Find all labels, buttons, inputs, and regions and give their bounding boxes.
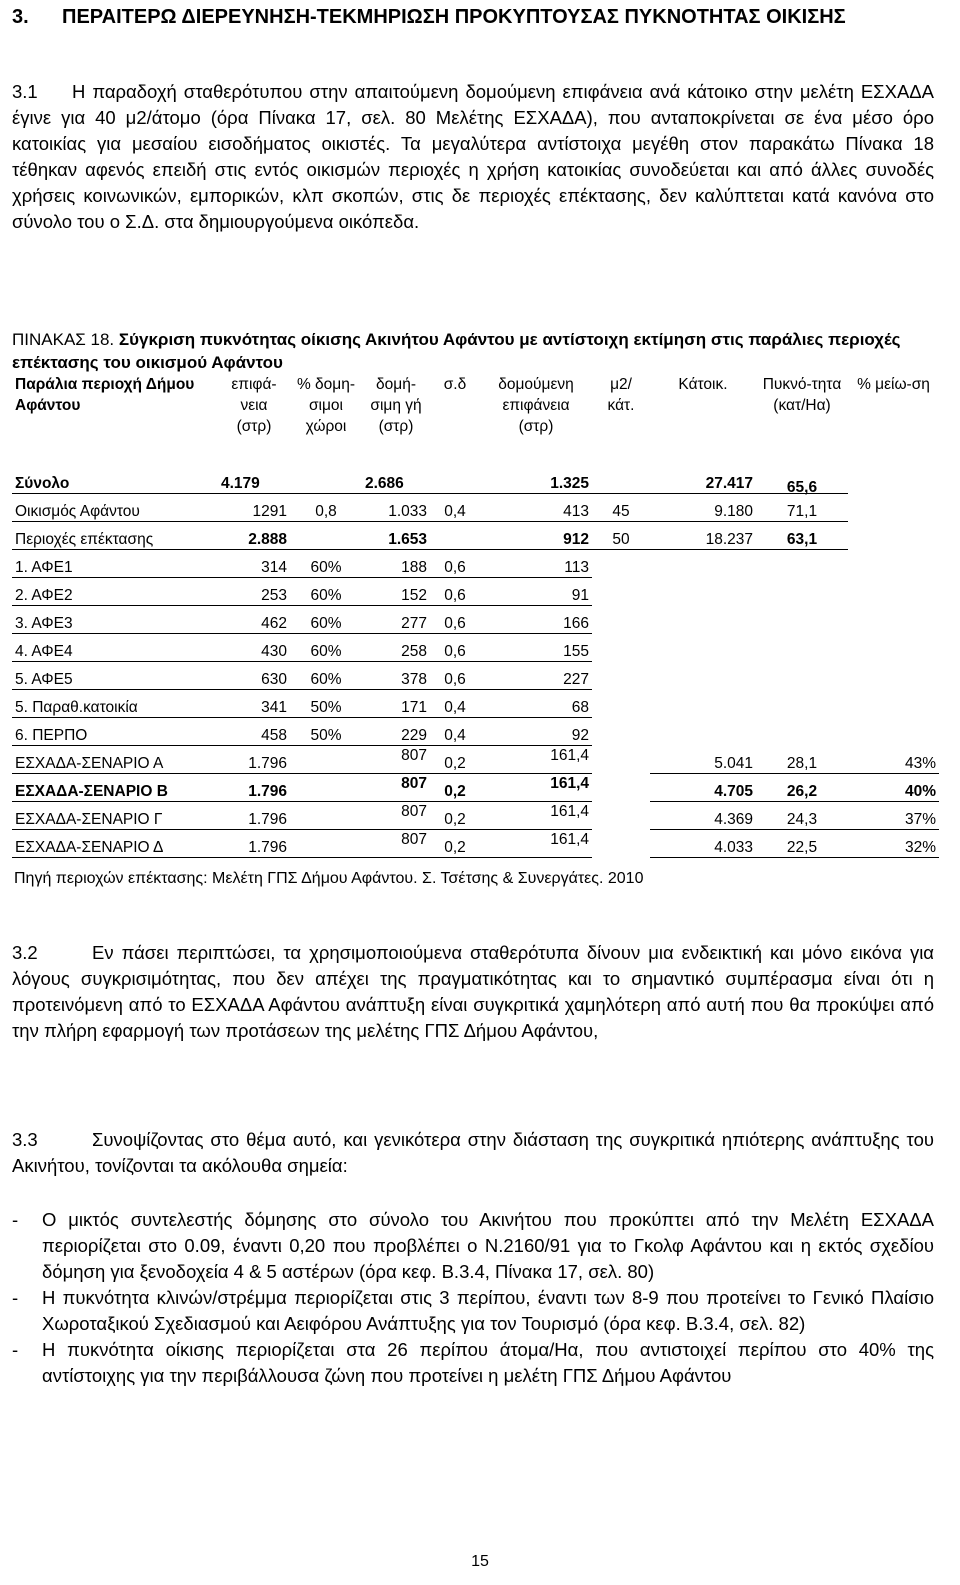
cell-value: 26,2 <box>786 783 818 800</box>
cell-area <box>12 718 218 746</box>
cell-built-pct <box>290 830 362 858</box>
header-surface: επιφά-νεια (στρ) <box>231 376 277 435</box>
cell-value: 807 <box>401 747 427 764</box>
table-row <box>12 774 939 802</box>
cell-value: 1.796 <box>248 839 287 856</box>
cell-built-pct <box>290 690 362 718</box>
table-row <box>12 578 939 606</box>
cell-floor-area <box>480 550 592 578</box>
header-sd: σ.δ <box>443 376 467 393</box>
cell-residents <box>650 494 756 522</box>
cell-value: 171 <box>401 699 427 716</box>
cell-value: 188 <box>401 559 427 576</box>
cell-reduction <box>848 662 939 690</box>
cell-surface <box>218 606 290 634</box>
cell-value: 0,6 <box>444 559 466 576</box>
cell-residents <box>650 662 756 690</box>
bullet-dash: - <box>12 1287 19 1308</box>
table-caption <box>12 328 937 374</box>
cell-value: 5.041 <box>714 755 753 772</box>
cell-buildable <box>362 494 430 522</box>
total-residents: 27.417 <box>650 466 756 494</box>
cell-floor-area <box>480 746 592 774</box>
cell-floor-area <box>480 774 592 802</box>
cell-value: Περιοχές επέκτασης <box>15 531 154 548</box>
cell-sd <box>430 550 480 578</box>
cell-surface <box>218 634 290 662</box>
cell-buildable <box>362 606 430 634</box>
cell-value: 155 <box>563 643 589 660</box>
cell-value: 0,6 <box>444 587 466 604</box>
paragraph-number: 3.3 <box>12 1129 38 1150</box>
cell-sd <box>430 662 480 690</box>
cell-value: 277 <box>401 615 427 632</box>
cell-surface <box>218 522 290 550</box>
cell-value: 40% <box>904 783 936 800</box>
cell-value: 1.796 <box>248 755 287 772</box>
cell-built-pct <box>290 802 362 830</box>
cell-area <box>12 830 218 858</box>
header-residents: Κάτοικ. <box>678 376 728 393</box>
bullet-item <box>12 1207 934 1285</box>
density-comparison-table <box>12 372 939 858</box>
cell-reduction <box>848 578 939 606</box>
table-row <box>12 494 939 522</box>
cell-density <box>756 718 848 746</box>
cell-value: 4. ΑΦΕ4 <box>15 643 73 660</box>
cell-buildable <box>362 746 430 774</box>
total-reduction-empty <box>848 466 939 494</box>
table-row <box>12 550 939 578</box>
cell-value: 1.796 <box>248 783 287 800</box>
cell-value: 4.369 <box>714 811 753 828</box>
cell-value: 60% <box>310 643 342 660</box>
cell-built-pct <box>290 746 362 774</box>
cell-density <box>756 634 848 662</box>
total-label: Σύνολο <box>12 466 218 494</box>
cell-value: 0,2 <box>444 755 466 772</box>
cell-area <box>12 634 218 662</box>
cell-residents <box>650 690 756 718</box>
cell-value: 50 <box>612 531 630 548</box>
cell-value: 60% <box>310 671 342 688</box>
table-row <box>12 802 939 830</box>
paragraph-3-1 <box>12 79 934 235</box>
cell-built-pct <box>290 522 362 550</box>
cell-area <box>12 550 218 578</box>
cell-residents <box>650 718 756 746</box>
cell-value: 71,1 <box>786 503 818 520</box>
cell-floor-area <box>480 802 592 830</box>
bullet-text: Η πυκνότητα κλινών/στρέμμα περιορίζεται στις 3 περίπου, έναντι των 8-9 που προτείνει το Γενικό Πλαίσιο Χωροταξικού Σχεδιασμού και Αειφόρου Ανάπτυξης για τον Τουρισμό (όρα κεφ. Β.3.4, σελ. 82) <box>42 1287 934 1334</box>
cell-floor-area <box>480 830 592 858</box>
cell-residents <box>650 522 756 550</box>
cell-value: 45 <box>612 503 630 520</box>
header-reduction: % μείω-ση <box>857 376 930 393</box>
cell-value: 314 <box>261 559 287 576</box>
cell-reduction <box>848 746 939 774</box>
cell-residents <box>650 606 756 634</box>
paragraph-3-2 <box>12 940 934 1044</box>
cell-surface <box>218 690 290 718</box>
cell-buildable <box>362 830 430 858</box>
bullet-item <box>12 1337 934 1389</box>
cell-surface <box>218 578 290 606</box>
cell-floor-area <box>480 634 592 662</box>
cell-m2-per <box>592 522 650 550</box>
total-density-value: 65,6 <box>786 479 818 496</box>
cell-value: 630 <box>261 671 287 688</box>
cell-residents <box>650 578 756 606</box>
table-caption-text: Σύγκριση πυκνότητας οίκισης Ακινήτου Αφάντου με αντίστοιχη εκτίμηση στις παράλιες περιοχές επέκτασης του οικισμού Αφάντου <box>12 330 901 372</box>
cell-floor-area <box>480 606 592 634</box>
cell-sd <box>430 746 480 774</box>
table-header-row <box>12 372 939 466</box>
cell-value: 5. Παραθ.κατοικία <box>15 699 138 716</box>
cell-buildable <box>362 578 430 606</box>
cell-value: 6. ΠΕΡΠΟ <box>15 727 88 744</box>
cell-value: 0,4 <box>444 699 466 716</box>
cell-built-pct <box>290 718 362 746</box>
cell-built-pct <box>290 578 362 606</box>
cell-value: 5. ΑΦΕ5 <box>15 671 73 688</box>
cell-value: 50% <box>310 699 342 716</box>
paragraph-text: Η παραδοχή σταθερότυπου στην απαιτούμενη δομούμενη επιφάνεια ανά κάτοικο στην μελέτη ΕΣΧΑΔΑ έγινε για 40 μ2/άτομο (όρα Πίνακα 17, σελ. 80 Μελέτης ΕΣΧΑΔΑ), που ανταποκρίνεται σε ένα μέσο όρο κατοικίας για μεσαίου εισοδήματος οικιστές. Τα μεγαλύτερα αντίστοιχα μεγέθη στον παρακάτω Πίνακα 18 τέθηκαν αφενός επειδή στις εντός οικισμών περιοχές η χρήση κατοικίας συνοδεύεται και από άλλες συνοδές χρήσεις κοινωνικών, εμπορικών, κλπ σκοπών, στις δε περιοχές επέκτασης, δεν καλύπτεται κατά κανόνα στο σύνολο του ο Σ.Δ. στα δημιουργούμενα οικόπεδα. <box>12 81 934 232</box>
cell-m2-per <box>592 690 650 718</box>
cell-value: 2. ΑΦΕ2 <box>15 587 73 604</box>
cell-m2-per <box>592 718 650 746</box>
cell-density <box>756 494 848 522</box>
paragraph-number: 3.2 <box>12 942 38 963</box>
cell-floor-area <box>480 578 592 606</box>
cell-floor-area <box>480 494 592 522</box>
cell-residents <box>650 550 756 578</box>
cell-m2-per <box>592 774 650 802</box>
cell-floor-area <box>480 718 592 746</box>
cell-reduction <box>848 634 939 662</box>
cell-surface <box>218 830 290 858</box>
cell-sd <box>430 690 480 718</box>
table-row <box>12 634 939 662</box>
cell-m2-per <box>592 634 650 662</box>
cell-value: 92 <box>571 727 589 744</box>
cell-surface <box>218 550 290 578</box>
cell-reduction <box>848 550 939 578</box>
cell-buildable <box>362 774 430 802</box>
cell-value: 258 <box>401 643 427 660</box>
cell-value: 22,5 <box>786 839 818 856</box>
cell-value: 161,4 <box>550 747 589 764</box>
cell-value: 1. ΑΦΕ1 <box>15 559 73 576</box>
cell-value: ΕΣΧΑΔΑ-ΣΕΝΑΡΙΟ Δ <box>15 839 164 856</box>
table-total-row <box>12 466 939 494</box>
cell-value: 253 <box>261 587 287 604</box>
cell-m2-per <box>592 606 650 634</box>
header-buildable: δομή-σιμη γή (στρ) <box>370 376 422 435</box>
cell-value: 161,4 <box>550 803 589 820</box>
cell-value: 32% <box>904 839 936 856</box>
cell-sd <box>430 718 480 746</box>
cell-m2-per <box>592 802 650 830</box>
cell-density <box>756 774 848 802</box>
total-floor-area: 1.325 <box>480 466 592 494</box>
bullet-dash: - <box>12 1339 19 1360</box>
cell-value: 912 <box>563 531 589 548</box>
cell-reduction <box>848 830 939 858</box>
cell-value: 63,1 <box>786 531 818 548</box>
cell-value: 0,4 <box>444 727 466 744</box>
cell-value: 60% <box>310 587 342 604</box>
cell-floor-area <box>480 662 592 690</box>
cell-area <box>12 494 218 522</box>
paragraph-3-3 <box>12 1127 934 1179</box>
cell-area <box>12 746 218 774</box>
cell-value: 2.888 <box>248 531 287 548</box>
cell-floor-area <box>480 690 592 718</box>
cell-residents <box>650 830 756 858</box>
cell-value: 161,4 <box>550 831 589 848</box>
cell-value: 166 <box>563 615 589 632</box>
cell-floor-area <box>480 522 592 550</box>
table-row <box>12 830 939 858</box>
cell-area <box>12 690 218 718</box>
cell-sd <box>430 830 480 858</box>
cell-buildable <box>362 718 430 746</box>
cell-sd <box>430 578 480 606</box>
cell-density <box>756 746 848 774</box>
cell-value: 43% <box>904 755 936 772</box>
cell-value: 37% <box>904 811 936 828</box>
cell-value: 60% <box>310 615 342 632</box>
cell-value: 807 <box>401 775 427 792</box>
total-buildable: 2.686 <box>362 466 430 494</box>
cell-value: 18.237 <box>705 531 753 548</box>
cell-sd <box>430 802 480 830</box>
cell-surface <box>218 662 290 690</box>
table-caption-label: ΠΙΝΑΚΑΣ 18. <box>12 330 115 349</box>
section-heading <box>12 4 932 30</box>
cell-reduction <box>848 522 939 550</box>
paragraph-text: Συνοψίζοντας στο θέμα αυτό, και γενικότερα στην διάσταση της συγκριτικά ηπιότερης ανάπτυξης του Ακινήτου, τονίζονται τα ακόλουθα σημεία: <box>12 1129 934 1176</box>
table-row <box>12 746 939 774</box>
cell-built-pct <box>290 774 362 802</box>
header-density: Πυκνό-τητα (κατ/Ηα) <box>762 376 842 414</box>
cell-area <box>12 606 218 634</box>
total-density <box>756 466 848 494</box>
cell-value: 161,4 <box>550 775 589 792</box>
header-built-pct: % δομη-σιμοι χώροι <box>296 376 356 435</box>
cell-buildable <box>362 662 430 690</box>
cell-value: 229 <box>401 727 427 744</box>
cell-value: 807 <box>401 831 427 848</box>
cell-value: ΕΣΧΑΔΑ-ΣΕΝΑΡΙΟ Γ <box>15 811 163 828</box>
cell-built-pct <box>290 662 362 690</box>
cell-value: 430 <box>261 643 287 660</box>
cell-value: 227 <box>563 671 589 688</box>
table-row <box>12 718 939 746</box>
cell-sd <box>430 634 480 662</box>
cell-sd <box>430 606 480 634</box>
cell-value: 60% <box>310 559 342 576</box>
bullet-text: Ο μικτός συντελεστής δόμησης στο σύνολο του Ακινήτου που προκύπτει από την Μελέτη ΕΣΧΑΔΑ περιορίζεται στο 0.09, έναντι 0,20 που προβλέπει ο Ν.2160/91 για το Γκολφ Αφάντου και η εκτός σχεδίου δόμηση για ξενοδοχεία 4 & 5 αστέρων (όρα κεφ. Β.3.4, Πίνακα 17, σελ. 80) <box>42 1209 934 1282</box>
header-area: Παράλια περιοχή Δήμου Αφάντου <box>15 376 195 414</box>
cell-density <box>756 606 848 634</box>
cell-value: ΕΣΧΑΔΑ-ΣΕΝΑΡΙΟ Β <box>15 783 168 800</box>
cell-value: 0,8 <box>315 503 337 520</box>
table-row <box>12 662 939 690</box>
cell-area <box>12 774 218 802</box>
cell-surface <box>218 494 290 522</box>
cell-density <box>756 662 848 690</box>
cell-value: 0,6 <box>444 615 466 632</box>
total-m2-empty <box>592 466 650 494</box>
cell-buildable <box>362 690 430 718</box>
cell-value: 4.705 <box>714 783 753 800</box>
table-row <box>12 690 939 718</box>
cell-value: 807 <box>401 803 427 820</box>
cell-buildable <box>362 550 430 578</box>
cell-built-pct <box>290 494 362 522</box>
cell-built-pct <box>290 550 362 578</box>
cell-built-pct <box>290 606 362 634</box>
paragraph-number: 3.1 <box>12 81 38 102</box>
cell-area <box>12 578 218 606</box>
cell-reduction <box>848 774 939 802</box>
bullet-list <box>12 1207 934 1389</box>
cell-value: 0,2 <box>444 783 466 800</box>
cell-density <box>756 830 848 858</box>
cell-reduction <box>848 606 939 634</box>
cell-area <box>12 662 218 690</box>
paragraph-text: Εν πάσει περιπτώσει, τα χρησιμοποιούμενα σταθερότυπα δίνουν μια ενδεικτική και μόνο εικόνα για λόγους συγκρισιμότητας, που δεν απέχει της πραγματικότητας και το σημαντικό συμπέρασμα είναι ότι η προτεινόμενη από το ΕΣΧΑΔΑ Αφάντου ανάπτυξη είναι συγκριτικά χαμηλότερη από αυτή που θα προκύψει από την πλήρη εφαρμογή των προτάσεων της μελέτης ΓΠΣ Δήμου Αφάντου, <box>12 942 934 1041</box>
cell-sd <box>430 522 480 550</box>
section-title: ΠΕΡΑΙΤΕΡΩ ΔΙΕΡΕΥΝΗΣΗ-ΤΕΚΜΗΡΙΩΣΗ ΠΡΟΚΥΠΤΟΥΣΑΣ ΠΥΚΝΟΤΗΤΑΣ ΟΙΚΙΣΗΣ <box>62 6 846 28</box>
cell-value: 0,6 <box>444 671 466 688</box>
cell-density <box>756 522 848 550</box>
bullet-text: Η πυκνότητα οίκισης περιορίζεται στα 26 περίπου άτομα/Ηα, που αντιστοιχεί περίπου στο 40% της αντίστοιχης για την περιβάλλουσα ζώνη που προτείνει η μελέτη ΓΠΣ Δήμου Αφάντου <box>42 1339 934 1386</box>
cell-density <box>756 690 848 718</box>
cell-reduction <box>848 494 939 522</box>
cell-value: 462 <box>261 615 287 632</box>
cell-value: 1.033 <box>388 503 427 520</box>
cell-residents <box>650 802 756 830</box>
table-source-note: Πηγή περιοχών επέκτασης: Μελέτη ΓΠΣ Δήμου Αφάντου. Σ. Τσέτσης & Συνεργάτες. 2010 <box>14 870 644 887</box>
cell-value: 0,2 <box>444 839 466 856</box>
cell-density <box>756 578 848 606</box>
total-built-pct-empty <box>290 466 362 494</box>
cell-sd <box>430 774 480 802</box>
cell-value: 113 <box>564 559 589 576</box>
cell-m2-per <box>592 662 650 690</box>
cell-buildable <box>362 802 430 830</box>
cell-area <box>12 802 218 830</box>
cell-surface <box>218 802 290 830</box>
total-surface: 4.179 <box>218 466 290 494</box>
cell-value: Οικισμός Αφάντου <box>15 503 140 520</box>
cell-reduction <box>848 690 939 718</box>
cell-value: 341 <box>261 699 287 716</box>
page-number: 15 <box>471 1553 489 1570</box>
cell-surface <box>218 746 290 774</box>
cell-value: 0,2 <box>444 811 466 828</box>
cell-surface <box>218 718 290 746</box>
total-sd-empty <box>430 466 480 494</box>
cell-value: 152 <box>401 587 427 604</box>
cell-buildable <box>362 634 430 662</box>
header-floor-area: δομούμενη επιφάνεια (στρ) <box>498 376 574 435</box>
cell-value: 91 <box>571 587 589 604</box>
cell-density <box>756 550 848 578</box>
cell-value: 0,6 <box>444 643 466 660</box>
cell-surface <box>218 774 290 802</box>
cell-reduction <box>848 718 939 746</box>
cell-residents <box>650 774 756 802</box>
cell-value: 50% <box>310 727 342 744</box>
cell-buildable <box>362 522 430 550</box>
cell-reduction <box>848 802 939 830</box>
cell-m2-per <box>592 550 650 578</box>
cell-m2-per <box>592 578 650 606</box>
cell-value: 3. ΑΦΕ3 <box>15 615 73 632</box>
cell-value: 28,1 <box>786 755 818 772</box>
cell-value: 9.180 <box>714 503 753 520</box>
table-row <box>12 522 939 550</box>
cell-m2-per <box>592 830 650 858</box>
cell-value: 1.653 <box>388 531 427 548</box>
cell-area <box>12 522 218 550</box>
cell-built-pct <box>290 634 362 662</box>
cell-m2-per <box>592 494 650 522</box>
cell-value: 378 <box>401 671 427 688</box>
cell-value: 24,3 <box>786 811 818 828</box>
cell-value: 4.033 <box>714 839 753 856</box>
bullet-dash: - <box>12 1209 19 1230</box>
cell-value: 1291 <box>252 503 287 520</box>
header-m2-per: μ2/ κάτ. <box>607 376 635 414</box>
cell-residents <box>650 634 756 662</box>
cell-value: ΕΣΧΑΔΑ-ΣΕΝΑΡΙΟ Α <box>15 755 164 772</box>
cell-value: 1.796 <box>248 811 287 828</box>
section-number: 3. <box>12 6 29 28</box>
cell-value: 458 <box>261 727 287 744</box>
cell-residents <box>650 746 756 774</box>
cell-value: 413 <box>563 503 589 520</box>
cell-sd <box>430 494 480 522</box>
cell-density <box>756 802 848 830</box>
table-row <box>12 606 939 634</box>
cell-m2-per <box>592 746 650 774</box>
bullet-item <box>12 1285 934 1337</box>
table-body <box>12 494 939 858</box>
cell-value: 0,4 <box>444 503 466 520</box>
cell-value: 68 <box>571 699 589 716</box>
